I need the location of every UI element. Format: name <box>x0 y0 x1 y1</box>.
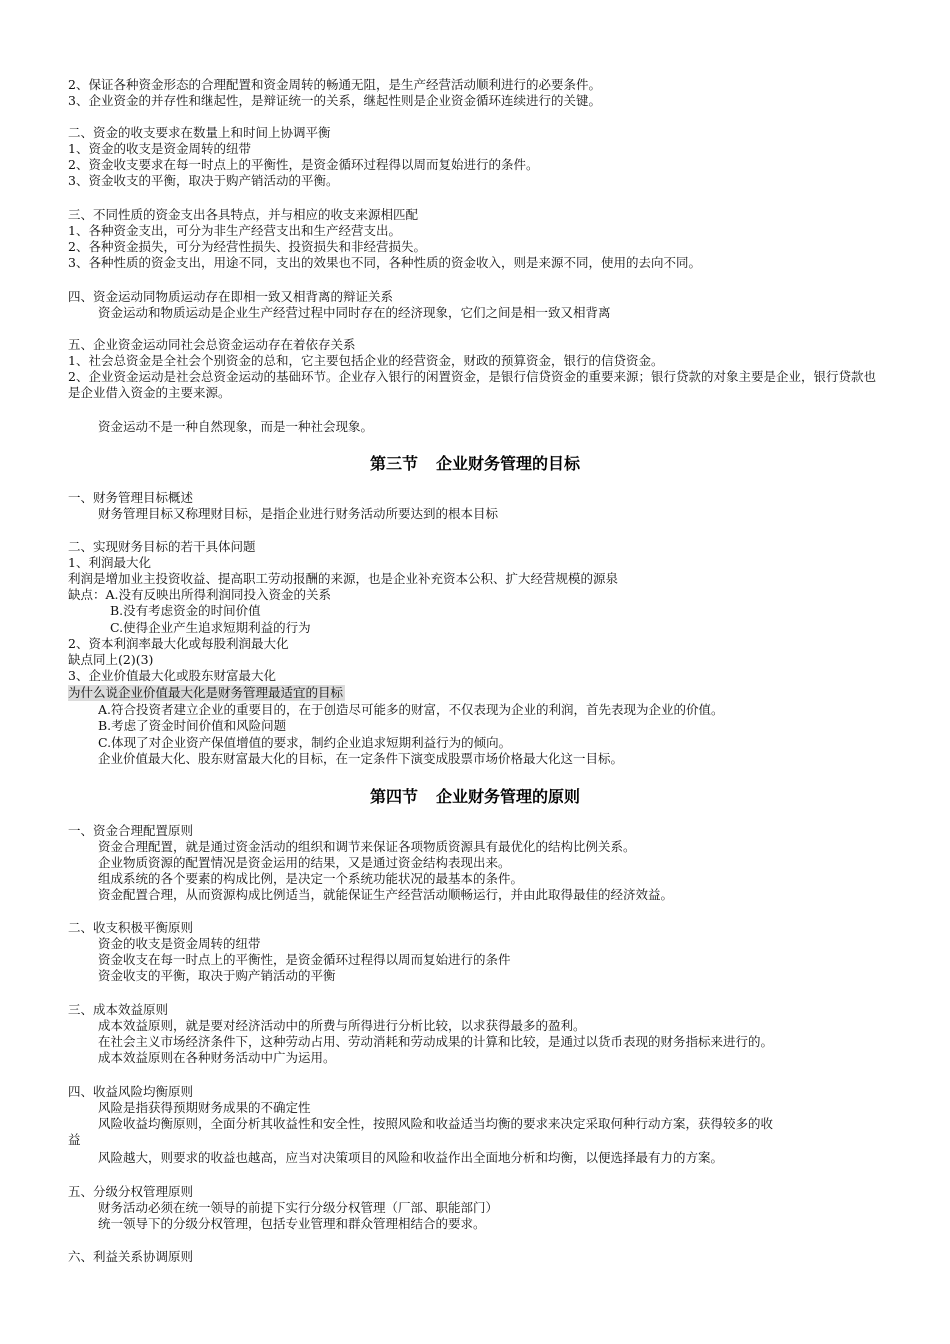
text-line: 1、资金的收支是资金周转的纽带 <box>68 141 251 156</box>
text-line: 3、企业资金的并存性和继起性，是辩证统一的关系，继起性则是企业资金循环连续进行的关键。 <box>68 93 601 108</box>
subheading: 六、利益关系协调原则 <box>68 1249 194 1264</box>
text-line: B.没有考虑资金的时间价值 <box>110 603 261 618</box>
section-number: 第四节 <box>369 787 418 806</box>
text-line: 风险收益均衡原则，全面分析其收益性和安全性，按照风险和收益适当均衡的要求来决定采取何种行动方案，获得较多的收 <box>98 1116 774 1131</box>
text-line: B.考虑了资金时间价值和风险问题 <box>98 718 287 733</box>
subheading: 五、分级分权管理原则 <box>68 1184 194 1199</box>
text-line: 财务管理目标又称理财目标，是指企业进行财务活动所要达到的根本目标 <box>98 506 499 521</box>
text-line: 企业价值最大化、股东财富最大化的目标，在一定条件下演变成股票市场价格最大化这一目标。 <box>98 751 624 766</box>
text-line: C.使得企业产生追求短期利益的行为 <box>110 620 311 635</box>
text-line: 2、各种资金损失，可分为经营性损失、投资损失和非经营损失。 <box>68 239 426 254</box>
text-line: 3、各种性质的资金支出，用途不同，支出的效果也不同，各种性质的资金收入，则是来源不同，使用的去向不同。 <box>68 255 701 270</box>
text-line: 1、利润最大化 <box>68 555 151 570</box>
text-line: 资金收支的平衡，取决于购产销活动的平衡 <box>98 968 336 983</box>
text-line: 组成系统的各个要素的构成比例，是决定一个系统功能状况的最基本的条件。 <box>98 871 524 886</box>
subheading: 一、资金合理配置原则 <box>68 823 194 838</box>
text-line: 风险是指获得预期财务成果的不确定性 <box>98 1100 311 1115</box>
text-line: 资金运动和物质运动是企业生产经营过程中同时存在的经济现象，它们之间是相一致又相背离 <box>98 305 611 320</box>
subheading: 二、收支积极平衡原则 <box>68 920 194 935</box>
text-line: 成本效益原则在各种财务活动中广为运用。 <box>98 1050 336 1065</box>
subheading: 一、财务管理目标概述 <box>68 490 194 505</box>
subheading: 二、实现财务目标的若干具体问题 <box>68 539 256 554</box>
text-line: 成本效益原则，就是要对经济活动中的所费与所得进行分析比较，以求获得最多的盈利。 <box>98 1018 586 1033</box>
section-number: 第三节 <box>369 454 418 473</box>
text-line: 3、资金收支的平衡，取决于购产销活动的平衡。 <box>68 173 339 188</box>
text-line: 风险越大，则要求的收益也越高，应当对决策项目的风险和收益作出全面地分析和均衡，以便选择最有力的方案。 <box>98 1150 724 1165</box>
subheading: 四、资金运动同物质运动存在即相一致又相背离的辩证关系 <box>68 289 394 304</box>
text-line: 资金运动不是一种自然现象，而是一种社会现象。 <box>98 419 374 434</box>
text-line: 缺点：A.没有反映出所得利润同投入资金的关系 <box>68 587 332 602</box>
text-line: 2、资本利润率最大化或每股利润最大化 <box>68 636 289 651</box>
text-line: 缺点同上(2)(3) <box>68 652 154 667</box>
subheading: 三、不同性质的资金支出各具特点，并与相应的收支来源相匹配 <box>68 207 419 222</box>
text-line: 资金的收支是资金周转的纽带 <box>98 936 261 951</box>
text-line: 益 <box>68 1132 81 1147</box>
text-line: 财务活动必须在统一领导的前提下实行分级分权管理（厂部、职能部门） <box>98 1200 499 1215</box>
text-line: 统一领导下的分级分权管理，包括专业管理和群众管理相结合的要求。 <box>98 1216 486 1231</box>
subheading: 五、企业资金运动同社会总资金运动存在着依存关系 <box>68 337 356 352</box>
subheading: 三、成本效益原则 <box>68 1002 169 1017</box>
text-line: 1、社会总资金是全社会个别资金的总和，它主要包括企业的经营资金，财政的预算资金，银行的信贷资金。 <box>68 353 664 368</box>
text-line: 1、各种资金支出，可分为非生产经营支出和生产经营支出。 <box>68 223 401 238</box>
section-title: 企业财务管理的目标 <box>436 454 581 473</box>
subheading: 四、收益风险均衡原则 <box>68 1084 194 1099</box>
section-heading <box>0 787 950 807</box>
text-line: 企业物质资源的配置情况是资金运用的结果，又是通过资金结构表现出来。 <box>98 855 511 870</box>
text-line: 资金配置合理，从而资源构成比例适当，就能保证生产经营活动顺畅运行，并由此取得最佳的经济效益。 <box>98 887 674 902</box>
text-line: 2、资金收支要求在每一时点上的平衡性，是资金循环过程得以周而复始进行的条件。 <box>68 157 539 172</box>
text-line: 2、保证各种资金形态的合理配置和资金周转的畅通无阻，是生产经营活动顺利进行的必要条件。 <box>68 77 601 92</box>
text-line: 2、企业资金运动是社会总资金运动的基础环节。企业存入银行的闲置资金，是银行信贷资金的重要来源；银行贷款的对象主要是企业，银行贷款也是企业借入资金的主要来源。 <box>68 369 876 400</box>
section-heading <box>0 454 950 474</box>
text-line: 资金合理配置，就是通过资金活动的组织和调节来保证各项物质资源具有最优化的结构比例关系。 <box>98 839 636 854</box>
text-line: 在社会主义市场经济条件下，这种劳动占用、劳动消耗和劳动成果的计算和比较，是通过以货币表现的财务指标来进行的。 <box>98 1034 774 1049</box>
text-line: 利润是增加业主投资收益、提高职工劳动报酬的来源，也是企业补充资本公积、扩大经营规模的源泉 <box>68 571 619 586</box>
text-line: 资金收支在每一时点上的平衡性，是资金循环过程得以周而复始进行的条件 <box>98 952 511 967</box>
text-line: 3、企业价值最大化或股东财富最大化 <box>68 668 276 683</box>
text-line: C.体现了对企业资产保值增值的要求，制约企业追求短期利益行为的倾向。 <box>98 735 512 750</box>
section-title: 企业财务管理的原则 <box>436 787 581 806</box>
subheading: 二、资金的收支要求在数量上和时间上协调平衡 <box>68 125 331 140</box>
highlighted-question: 为什么说企业价值最大化是财务管理最适宜的目标 <box>68 685 344 700</box>
text-line: A.符合投资者建立企业的重要目的，在于创造尽可能多的财富，不仅表现为企业的利润，首先表现为企业的价值。 <box>98 702 724 717</box>
